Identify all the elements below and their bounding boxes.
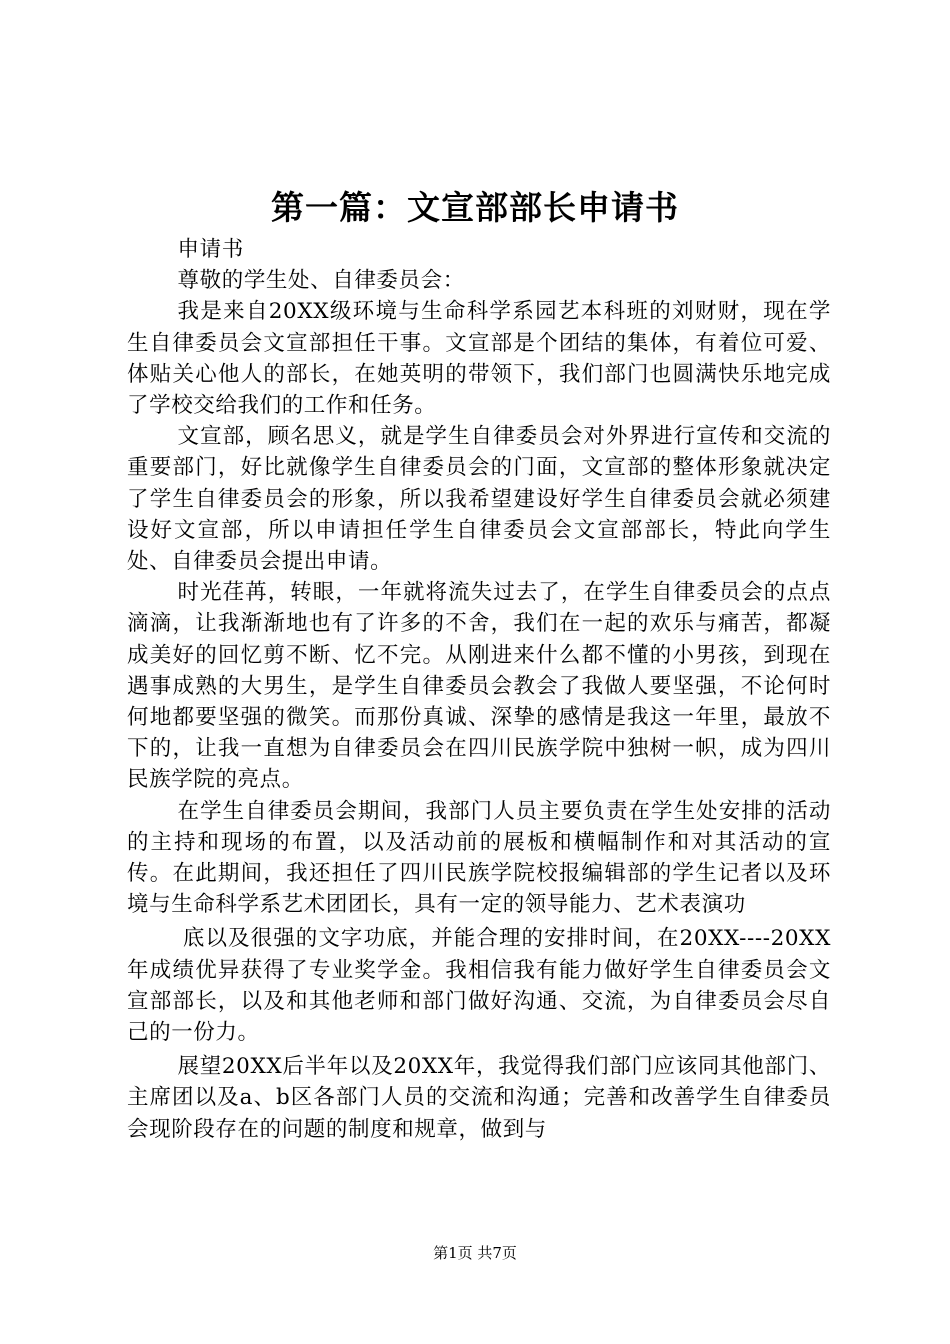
paragraph-experience-continued: 底以及很强的文字功底，并能合理的安排时间，在20XX----20XX年成绩优异获得了专业奖学金。我相信我有能力做好学生自律委员会文宣部部长，以及和其他老师和部门做好沟通、交流，为自律委员会尽自己的一份力。 <box>127 926 831 1046</box>
paragraph-salutation: 尊敬的学生处、自律委员会： <box>177 268 465 294</box>
paragraph-heading: 申请书 <box>177 237 244 262</box>
page-footer: 第1页 共7页 <box>433 1244 517 1262</box>
paragraph-introduction: 我是来自20XX级环境与生命科学系园艺本科班的刘财财，现在学生自律委员会文宣部担任干事。文宣部是个团结的集体，有着位可爱、体贴关心他人的部长，在她英明的带领下，我们部门也圆满快乐地完成了学校交给我们的工作和任务。 <box>127 299 831 419</box>
document-title: 第一篇：文宣部部长申请书 <box>271 188 679 227</box>
document-body <box>127 234 831 1145</box>
paragraph-experience: 在学生自律委员会期间，我部门人员主要负责在学生处安排的活动的主持和现场的布置，以及活动前的展板和横幅制作和对其活动的宣传。在此期间，我还担任了四川民族学院校报编辑部的学生记者以及环境与生命科学系艺术团团长，具有一定的领导能力、艺术表演功 <box>127 798 831 918</box>
paragraph-reflection: 时光荏苒，转眼，一年就将流失过去了，在学生自律委员会的点点滴滴，让我渐渐地也有了许多的不舍，我们在一起的欢乐与痛苦，都凝成美好的回忆剪不断、忆不完。从刚进来什么都不懂的小男孩，到现在遇事成熟的大男生，是学生自律委员会教会了我做人要坚强，不论何时何地都要坚强的微笑。而那份真诚、深挚的感情是我这一年里，最放不下的，让我一直想为自律委员会在四川民族学院中独树一帜，成为四川民族学院的亮点。 <box>127 580 831 793</box>
paragraph-outlook: 展望20XX后半年以及20XX年，我觉得我们部门应该同其他部门、主席团以及a、b区各部门人员的交流和沟通；完善和改善学生自律委员会现阶段存在的问题的制度和规章，做到与 <box>127 1054 831 1142</box>
paragraph-department: 文宣部，顾名思义，就是学生自律委员会对外界进行宣传和交流的重要部门，好比就像学生自律委员会的门面，文宣部的整体形象就决定了学生自律委员会的形象，所以我希望建设好学生自律委员会就必须建设好文宣部，所以申请担任学生自律委员会文宣部部长，特此向学生处、自律委员会提出申请。 <box>127 424 831 575</box>
